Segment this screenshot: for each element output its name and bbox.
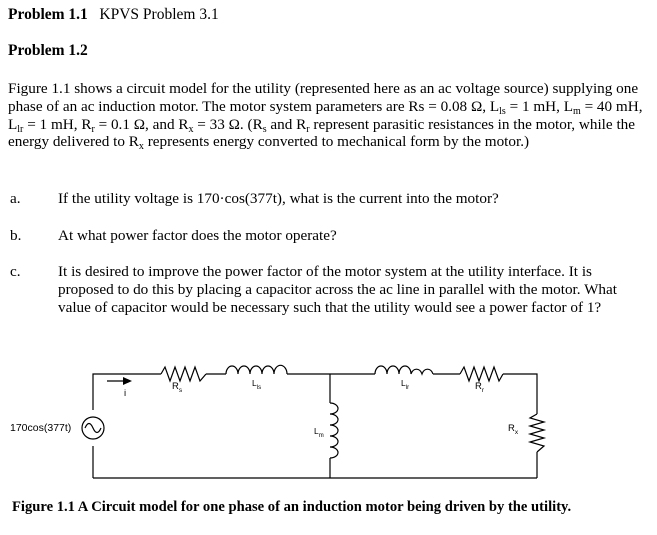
circuit-diagram (0, 350, 657, 490)
current-label: i (124, 388, 127, 399)
question-b-letter: b. (10, 227, 22, 244)
problem-label: Problem 1.1 (8, 6, 88, 23)
inductor-llr (375, 366, 433, 374)
source-label: 170cos(377t) (10, 422, 72, 434)
wire-rr-rx (503, 374, 537, 414)
inductor-lls (226, 365, 287, 374)
inductor-lm (330, 403, 338, 458)
problem-1-1-heading (8, 6, 219, 24)
lm-label: $L_m$ (314, 426, 324, 439)
question-b-text: At what power factor does the motor operate? (58, 227, 337, 244)
rs-label: $R_s$ (172, 381, 183, 394)
intro-paragraph: Figure 1.1 shows a circuit model for the utility (represented here as an ac voltage source) supplying one phase of an ac induction motor. The motor system parameters are Rs = 0.08 Ω, $L_{ls} = 1$ mH, $L_m = 40$ mH, $L_{lr} = 1$ mH, $R_r = 0.1$ Ω, and $R_x = 33$ Ω. ($R_s$ and $R_r$ represent parasitic resistances in the motor, while the energy delivered to $R_x$ represents energy converted to mechanical form by the motor.) (8, 80, 643, 153)
resistor-rs (161, 367, 206, 381)
question-a-text: If the utility voltage is 170·cos(377t), what is the current into the motor? (58, 190, 499, 207)
current-arrow (107, 377, 132, 385)
lls-label: $L_{ls}$ (252, 378, 262, 391)
resistor-rr (460, 367, 503, 381)
question-c-letter: c. (10, 263, 21, 280)
rx-label: $R_x$ (508, 423, 519, 436)
rr-label: $R_r$ (475, 381, 485, 394)
problem-ref: KPVS Problem 3.1 (99, 6, 219, 23)
question-a-letter: a. (10, 190, 21, 207)
figure-caption: Figure 1.1 A Circuit model for one phase of an induction motor being driven by the utility. (12, 499, 572, 515)
ac-source-icon (82, 417, 104, 439)
llr-label: $L_{lr}$ (401, 378, 410, 391)
question-c-text: It is desired to improve the power factor of the motor system at the utility interface. It is proposed to do this by placing a capacitor across the ac line in parallel with the motor. What value of capacitor would be necessary such that the utility would see a power factor of 1? (58, 263, 617, 316)
resistor-rx (530, 414, 544, 452)
problem-1-2-heading: Problem 1.2 (8, 42, 88, 59)
